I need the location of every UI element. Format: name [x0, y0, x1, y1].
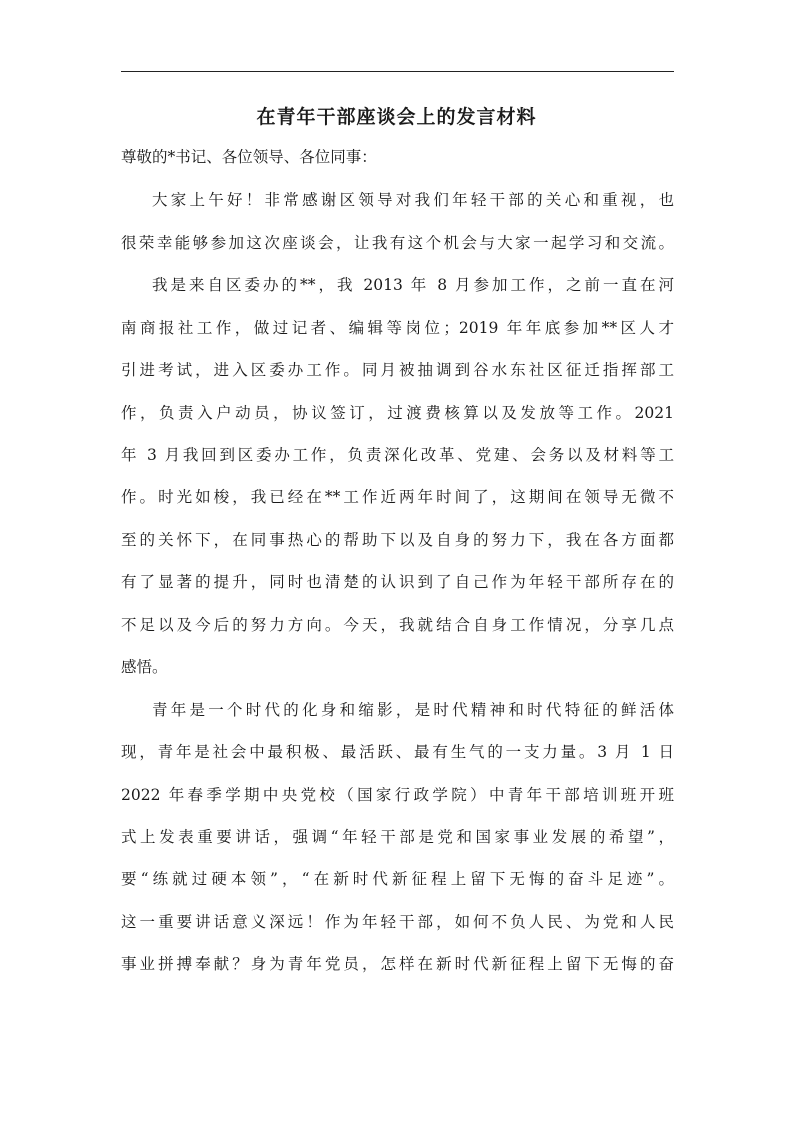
text-line: 有了显著的提升，同时也清楚的认识到了自己作为年轻干部所存在的: [121, 573, 674, 591]
text-line: 要“练就过硬本领”，“在新时代新征程上留下无悔的奋斗足迹”。: [121, 870, 674, 888]
text-line: 作，负责入户动员，协议签订，过渡费核算以及发放等工作。2021: [121, 404, 674, 422]
document-title: 在青年干部座谈会上的发言材料: [256, 106, 537, 128]
text-line: 很荣幸能够参加这次座谈会，让我有这个机会与大家一起学习和交流。: [121, 234, 674, 252]
text-line: 作。时光如梭，我已经在**工作近两年时间了，这期间在领导无微不: [121, 488, 674, 506]
text-line: 年 3 月我回到区委办工作，负责深化改革、党建、会务以及材料等工: [121, 446, 674, 464]
text-line: 不足以及今后的努力方向。今天，我就结合自身工作情况，分享几点: [121, 616, 674, 634]
text-line: 2022 年春季学期中央党校（国家行政学院）中青年干部培训班开班: [121, 786, 674, 804]
text-line: 南商报社工作，做过记者、编辑等岗位；2019 年年底参加**区人才: [121, 319, 674, 337]
text-line: 我是来自区委办的**，我 2013 年 8 月参加工作，之前一直在河: [152, 276, 674, 294]
salutation: 尊敬的*书记、各位领导、各位同事：: [121, 148, 377, 166]
header-rule: [121, 71, 674, 72]
text-line: 至的关怀下，在同事热心的帮助下以及自身的努力下，我在各方面都: [121, 531, 674, 549]
text-line: 事业拼搏奉献？身为青年党员，怎样在新时代新征程上留下无悔的奋: [121, 955, 674, 973]
text-line: 大家上午好！非常感谢区领导对我们年轻干部的关心和重视，也: [152, 191, 674, 209]
text-line: 式上发表重要讲话，强调“年轻干部是党和国家事业发展的希望”，: [121, 828, 674, 846]
text-line: 这一重要讲话意义深远！作为年轻干部，如何不负人民、为党和人民: [121, 913, 674, 931]
text-line: 感悟。: [121, 658, 168, 676]
text-line: 青年是一个时代的化身和缩影，是时代精神和时代特征的鲜活体: [152, 701, 674, 719]
text-line: 引进考试，进入区委办工作。同月被抽调到谷水东社区征迁指挥部工: [121, 361, 674, 379]
text-line: 现，青年是社会中最积极、最活跃、最有生气的一支力量。3 月 1 日: [121, 743, 674, 761]
